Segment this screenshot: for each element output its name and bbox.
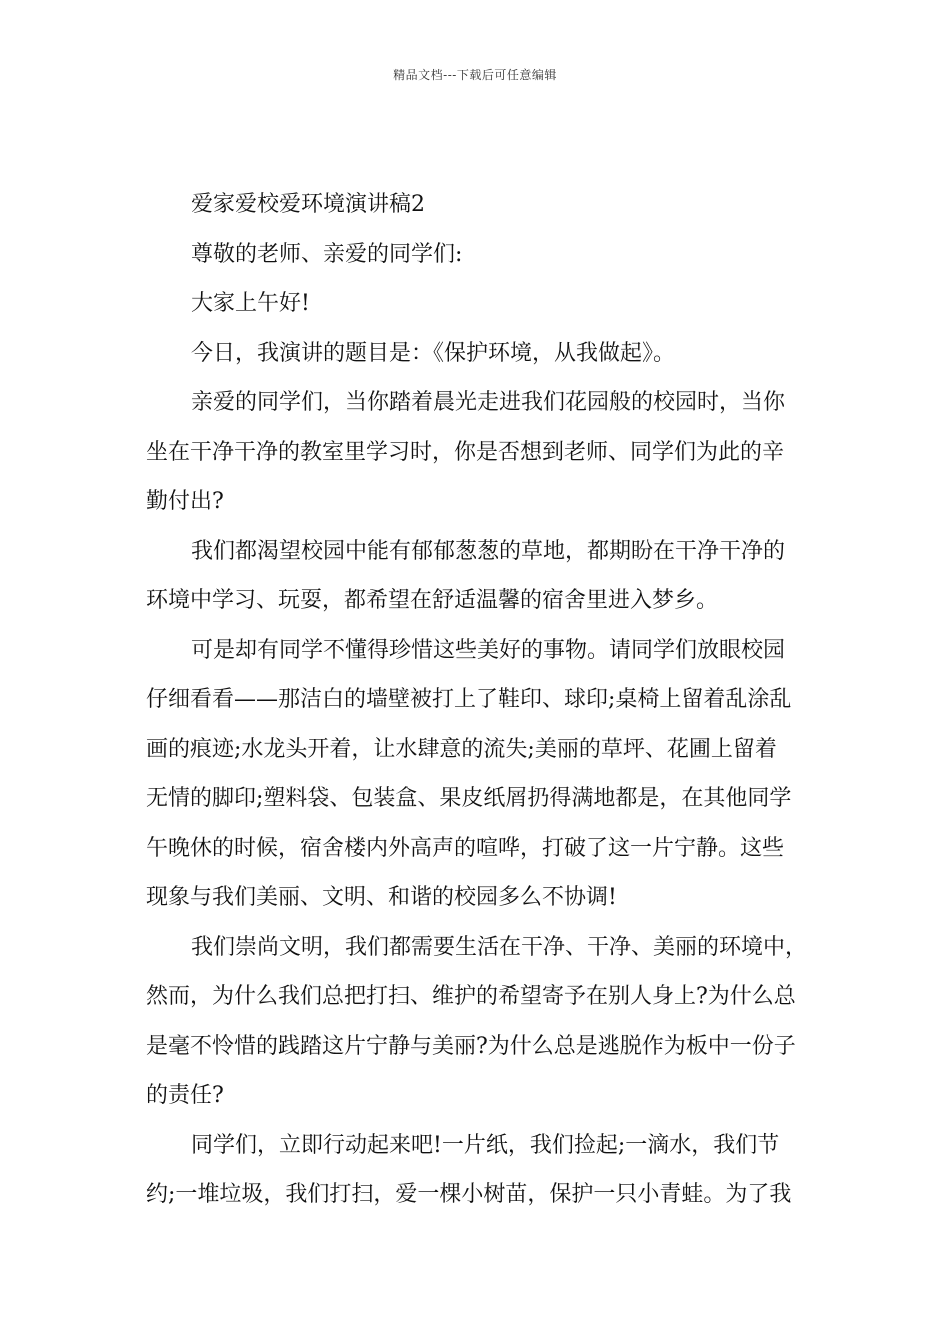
paragraph-line: 然而，为什么我们总把打扫、维护的希望寄予在别人身上?为什么总: [146, 984, 796, 1009]
paragraph-line: 我们崇尚文明，我们都需要生活在干净、干净、美丽的环境中，: [191, 934, 808, 960]
paragraph-line: 仔细看看——那洁白的墙壁被打上了鞋印、球印;桌椅上留着乱涂乱: [146, 687, 792, 712]
paragraph-line: 现象与我们美丽、文明、和谐的校园多么不协调!: [146, 885, 617, 910]
paragraph-line: 是毫不怜惜的践踏这片宁静与美丽?为什么总是逃脱作为板中一份子: [146, 1033, 796, 1059]
paragraph-line: 画的痕迹;水龙头开着，让水肆意的流失;美丽的草坪、花圃上留着: [146, 736, 777, 762]
salutation: 尊敬的老师、亲爱的同学们:: [191, 241, 463, 267]
paragraph-line: 亲爱的同学们，当你踏着晨光走进我们花园般的校园时，当你: [191, 390, 786, 415]
document-body: [146, 180, 810, 1220]
paragraph-line: 同学们，立即行动起来吧!一片纸，我们捡起;一滴水，我们节: [191, 1132, 780, 1158]
paragraph-line: 可是却有同学不懂得珍惜这些美好的事物。请同学们放眼校园: [191, 637, 786, 663]
paragraph-line: 约;一堆垃圾，我们打扫，爱一棵小树苗，保护一只小青蛙。为了我: [146, 1182, 792, 1207]
paragraph-line: 环境中学习、玩耍，都希望在舒适温馨的宿舍里进入梦乡。: [146, 588, 719, 613]
paragraph-line: 坐在干净干净的教室里学习时，你是否想到老师、同学们为此的辛: [146, 439, 785, 465]
speech-topic: 今日，我演讲的题目是：《保护环境，从我做起》。: [191, 340, 676, 366]
paragraph-line: 无情的脚印;塑料袋、包装盒、果皮纸屑扔得满地都是，在其他同学: [146, 786, 792, 811]
greeting: 大家上午好!: [191, 291, 310, 316]
paragraph-line: 的责任?: [146, 1083, 224, 1108]
paragraph-line: 勤付出?: [146, 489, 224, 514]
paragraph-line: 我们都渴望校园中能有郁郁葱葱的草地，都期盼在干净干净的: [191, 538, 786, 564]
paragraph-line: 午晚休的时候，宿舍楼内外高声的喧哗，打破了这一片宁静。这些: [146, 835, 785, 861]
page-header: 精品文档---下载后可任意编辑: [393, 68, 557, 82]
document-title: 爱家爱校爱环境演讲稿2: [191, 192, 425, 217]
